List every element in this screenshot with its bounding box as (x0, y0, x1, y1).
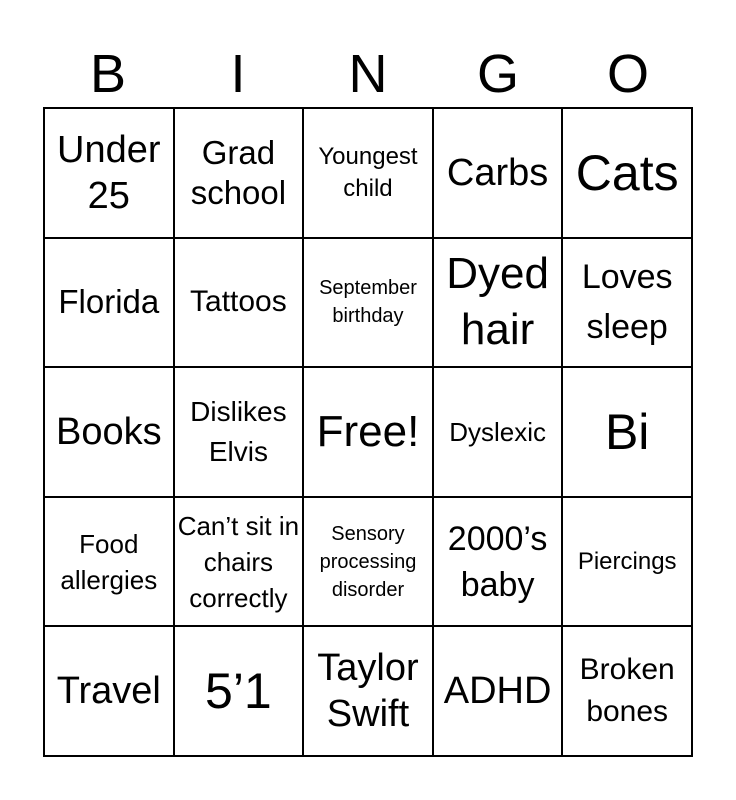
cell-label: Dyslexic (449, 416, 546, 447)
bingo-cell-tattoos[interactable] (174, 238, 304, 368)
cell-label: ADHD (443, 670, 552, 713)
header-letter-b: B (89, 44, 127, 104)
bingo-cell-carbs[interactable] (433, 108, 563, 238)
bingo-cell-grad-school[interactable] (174, 108, 304, 238)
cell-label: September birthday (319, 277, 417, 328)
cell-label: Dislikes Elvis (190, 395, 287, 467)
bingo-cell-september-birthday[interactable] (303, 238, 433, 368)
cell-label: Youngest child (318, 142, 418, 202)
bingo-cell-cats[interactable] (562, 108, 692, 238)
bingo-cell-youngest-child[interactable] (303, 108, 433, 238)
bingo-cell-piercings[interactable] (562, 497, 692, 627)
cell-label: Books (55, 410, 162, 453)
bingo-cell-5-1[interactable] (174, 626, 304, 756)
header-letter-o: O (606, 44, 649, 104)
bingo-cell-free[interactable] (303, 367, 433, 497)
cell-label: Taylor Swift (317, 647, 419, 736)
cell-label: Dyed hair (446, 249, 549, 355)
cell-label: Free! (316, 406, 420, 456)
bingo-cell-loves-sleep[interactable] (562, 238, 692, 368)
cell-label: Bi (604, 403, 650, 460)
bingo-cell-2000s-baby[interactable] (433, 497, 563, 627)
cell-label: Florida (58, 283, 160, 321)
header-letter-n: N (348, 44, 388, 104)
header-letter-i: I (230, 44, 246, 104)
bingo-board (43, 107, 693, 757)
bingo-cell-bi[interactable] (562, 367, 692, 497)
bingo-cell-florida[interactable] (44, 238, 174, 368)
cell-label: Loves sleep (581, 258, 673, 347)
bingo-cell-sensory-processing-disorder[interactable] (303, 497, 433, 627)
cell-label: Piercings (577, 547, 677, 575)
bingo-cell-books[interactable] (44, 367, 174, 497)
bingo-cell-food-allergies[interactable] (44, 497, 174, 627)
cell-label: Food allergies (60, 528, 158, 595)
bingo-cell-taylor-swift[interactable] (303, 626, 433, 756)
cell-label: Tattoos (190, 285, 287, 319)
cell-label: Broken bones (579, 653, 675, 729)
bingo-cell-under-25[interactable] (44, 108, 174, 238)
cell-label: Under 25 (57, 128, 161, 217)
cell-label: 5’1 (205, 663, 272, 720)
bingo-cell-travel[interactable] (44, 626, 174, 756)
bingo-cell-cant-sit-in-chairs-correctly[interactable] (174, 497, 304, 627)
bingo-cell-dyslexic[interactable] (433, 367, 563, 497)
bingo-header (43, 40, 693, 108)
bingo-cell-dislikes-elvis[interactable] (174, 367, 304, 497)
cell-label: Carbs (446, 151, 549, 194)
cell-label: 2000’s baby (447, 519, 548, 604)
cell-label: Travel (56, 670, 161, 713)
bingo-cell-broken-bones[interactable] (562, 626, 692, 756)
cell-label: Cats (575, 144, 679, 201)
cell-label: Can’t sit in chairs correctly (177, 510, 300, 613)
bingo-cell-dyed-hair[interactable] (433, 238, 563, 368)
header-letter-g: G (476, 44, 519, 104)
cell-label: Grad school (190, 133, 287, 211)
cell-label: Sensory processing disorder (319, 522, 417, 601)
bingo-cell-adhd[interactable] (433, 626, 563, 756)
